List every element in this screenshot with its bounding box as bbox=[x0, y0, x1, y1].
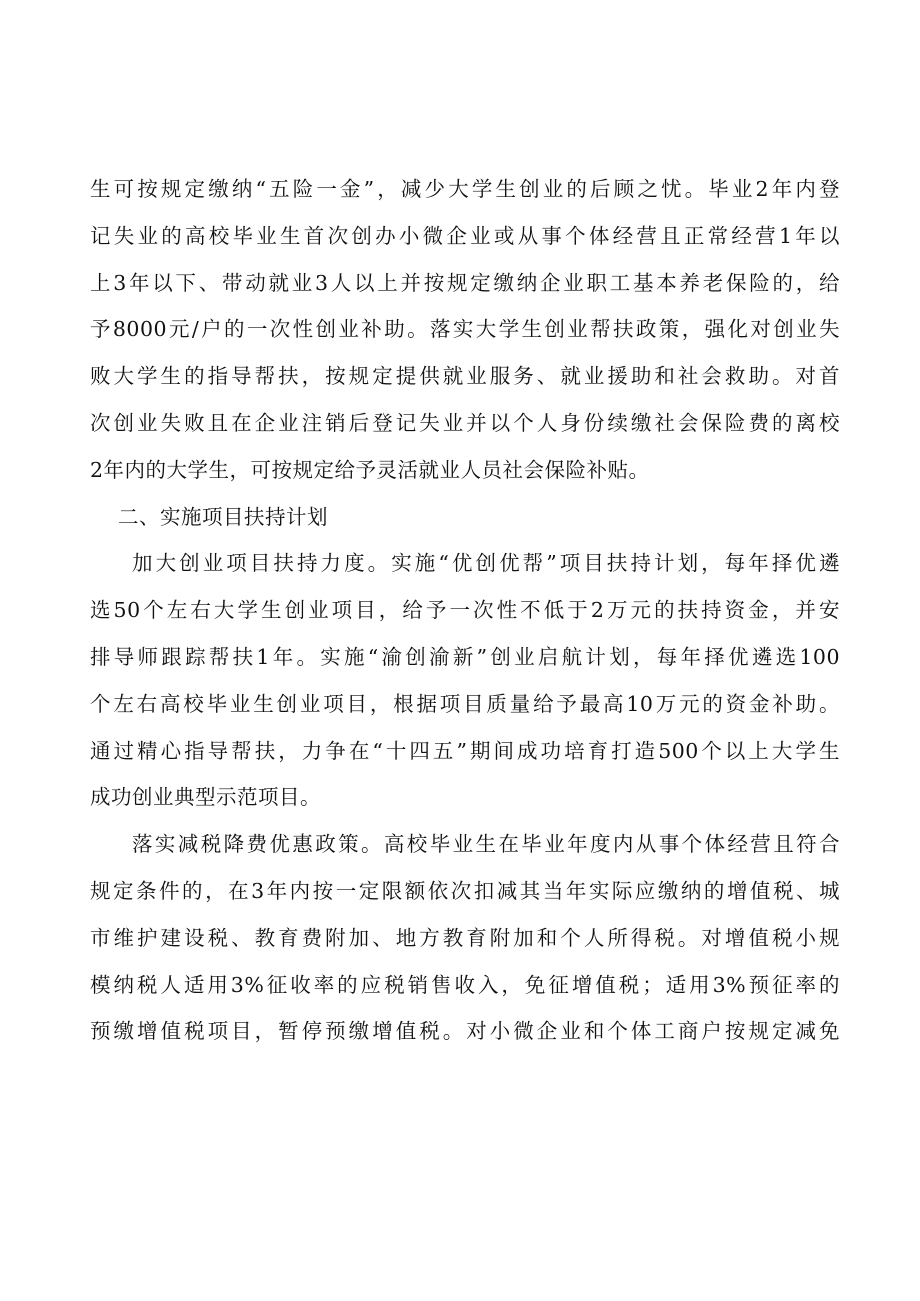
section-heading: 二、实施项目扶持计划 bbox=[118, 504, 328, 529]
text-line: 排导师跟踪帮扶1年。实施“渝创渝新”创业启航计划，每年择优遴选100 bbox=[90, 644, 840, 669]
document-body bbox=[90, 166, 840, 1055]
text-line: 2年内的大学生，可按规定给予灵活就业人员社会保险补贴。 bbox=[90, 457, 650, 482]
paragraph-project-support bbox=[90, 540, 840, 821]
text-line: 选50个左右大学生创业项目，给予一次性不低于2万元的扶持资金，并安 bbox=[90, 598, 840, 623]
text-line: 落实减税降费优惠政策。高校毕业生在毕业年度内从事个体经营且符合 bbox=[132, 832, 840, 857]
text-line: 予8000元/户的一次性创业补助。落实大学生创业帮扶政策，强化对创业失 bbox=[90, 317, 840, 342]
text-line: 市维护建设税、教育费附加、地方教育附加和个人所得税。对增值税小规 bbox=[90, 925, 840, 950]
text-line: 生可按规定缴纳“五险一金”，减少大学生创业的后顾之忧。毕业2年内登 bbox=[90, 177, 840, 201]
text-line: 成功创业典型示范项目。 bbox=[90, 785, 321, 810]
text-line: 个左右高校毕业生创业项目，根据项目质量给予最高10万元的资金补助。 bbox=[90, 691, 840, 716]
text-line: 模纳税人适用3%征收率的应税销售收入，免征增值税；适用3%预征率的 bbox=[90, 972, 840, 997]
text-line: 加大创业项目扶持力度。实施“优创优帮”项目扶持计划，每年择优遴 bbox=[132, 551, 840, 576]
paragraph-social-insurance bbox=[90, 166, 840, 494]
paragraph-tax-reduction bbox=[90, 821, 840, 1055]
text-line: 通过精心指导帮扶，力争在“十四五”期间成功培育打造500个以上大学生 bbox=[90, 738, 840, 763]
text-line: 预缴增值税项目，暂停预缴增值税。对小微企业和个体工商户按规定减免 bbox=[90, 1019, 840, 1044]
text-line: 上3年以下、带动就业3人以上并按规定缴纳企业职工基本养老保险的，给 bbox=[90, 270, 840, 295]
text-line: 规定条件的，在3年内按一定限额依次扣减其当年实际应缴纳的增值税、城 bbox=[90, 878, 840, 903]
text-line: 败大学生的指导帮扶，按规定提供就业服务、就业援助和社会救助。对首 bbox=[90, 364, 840, 389]
text-line: 次创业失败且在企业注销后登记失业并以个人身份续缴社会保险费的离校 bbox=[90, 410, 840, 435]
text-line: 记失业的高校毕业生首次创办小微企业或从事个体经营且正常经营1年以 bbox=[90, 223, 840, 248]
